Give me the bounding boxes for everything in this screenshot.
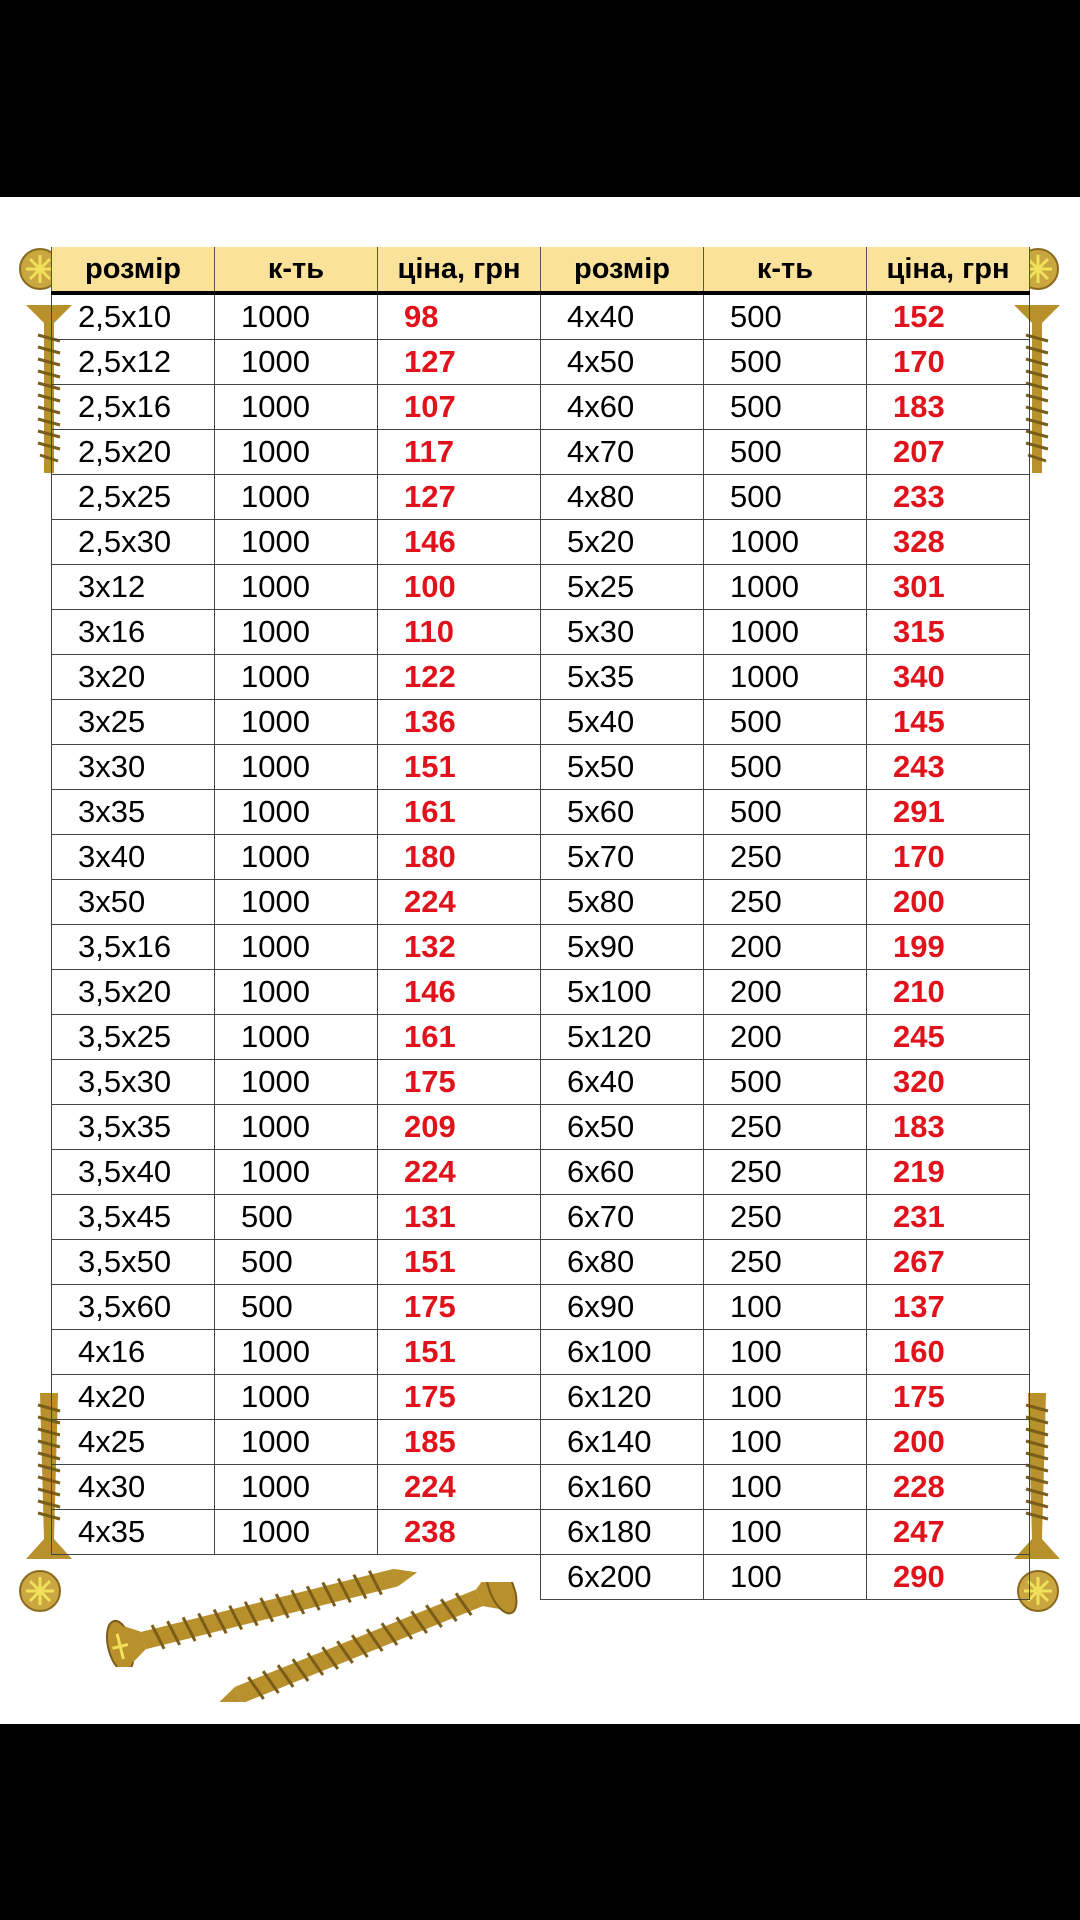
cell-quantity: 1000 bbox=[704, 655, 867, 700]
column-header-quantity: к-ть bbox=[704, 247, 867, 293]
cell-price: 145 bbox=[867, 700, 1030, 745]
cell-quantity: 1000 bbox=[215, 1330, 378, 1375]
cell-quantity: 100 bbox=[704, 1375, 867, 1420]
cell-quantity: 1000 bbox=[215, 925, 378, 970]
table-header-row bbox=[52, 247, 1030, 293]
cell-size: 5x60 bbox=[541, 790, 704, 835]
table-row bbox=[52, 970, 1030, 1015]
cell-size: 5x50 bbox=[541, 745, 704, 790]
cell-quantity: 1000 bbox=[215, 745, 378, 790]
cell-size: 3x25 bbox=[52, 700, 215, 745]
cell-quantity: 1000 bbox=[215, 1420, 378, 1465]
cell-price: 151 bbox=[378, 745, 541, 790]
cell-quantity: 1000 bbox=[215, 520, 378, 565]
cell-quantity: 1000 bbox=[215, 700, 378, 745]
table-row bbox=[52, 1150, 1030, 1195]
cell-quantity: 1000 bbox=[215, 1015, 378, 1060]
cell-quantity: 1000 bbox=[215, 835, 378, 880]
price-sheet bbox=[0, 197, 1080, 1724]
cell-size: 3,5x16 bbox=[52, 925, 215, 970]
cell-size: 3,5x50 bbox=[52, 1240, 215, 1285]
table-row bbox=[52, 925, 1030, 970]
cell-size: 5x30 bbox=[541, 610, 704, 655]
cell-quantity: 200 bbox=[704, 925, 867, 970]
cell-price: 320 bbox=[867, 1060, 1030, 1105]
cell-quantity: 1000 bbox=[215, 1060, 378, 1105]
cell-size: 5x80 bbox=[541, 880, 704, 925]
cell-quantity: 500 bbox=[704, 745, 867, 790]
cell-price: 340 bbox=[867, 655, 1030, 700]
table-row bbox=[52, 340, 1030, 385]
cell-quantity: 1000 bbox=[215, 880, 378, 925]
cell-price: 131 bbox=[378, 1195, 541, 1240]
cell-size: 6x90 bbox=[541, 1285, 704, 1330]
table-row bbox=[52, 1060, 1030, 1105]
cell-quantity: 1000 bbox=[215, 1150, 378, 1195]
table-row bbox=[52, 1510, 1030, 1555]
cell-size: 5x20 bbox=[541, 520, 704, 565]
cell-price: 245 bbox=[867, 1015, 1030, 1060]
table-row bbox=[52, 790, 1030, 835]
cell-size: 4x30 bbox=[52, 1465, 215, 1510]
table-row bbox=[52, 880, 1030, 925]
cell-quantity: 1000 bbox=[215, 430, 378, 475]
table-row bbox=[52, 475, 1030, 520]
cell-price: 199 bbox=[867, 925, 1030, 970]
cell-size: 3x12 bbox=[52, 565, 215, 610]
cell-price: 146 bbox=[378, 970, 541, 1015]
table-row bbox=[52, 430, 1030, 475]
cell-price: 328 bbox=[867, 520, 1030, 565]
cell-price: 175 bbox=[378, 1285, 541, 1330]
cell-size: 6x120 bbox=[541, 1375, 704, 1420]
table-row bbox=[52, 385, 1030, 430]
cell-quantity: 250 bbox=[704, 1150, 867, 1195]
cell-size: 4x70 bbox=[541, 430, 704, 475]
cell-quantity: 200 bbox=[704, 1015, 867, 1060]
cell-price: 122 bbox=[378, 655, 541, 700]
table-body bbox=[52, 293, 1030, 1600]
cell-quantity: 200 bbox=[704, 970, 867, 1015]
cell-price: 224 bbox=[378, 1465, 541, 1510]
cell-size: 5x70 bbox=[541, 835, 704, 880]
cell-price: 180 bbox=[378, 835, 541, 880]
cell-price: 107 bbox=[378, 385, 541, 430]
column-header-size: розмір bbox=[52, 247, 215, 293]
cell-quantity: 1000 bbox=[215, 610, 378, 655]
cell-size: 4x20 bbox=[52, 1375, 215, 1420]
cell-quantity: 1000 bbox=[215, 970, 378, 1015]
cell-quantity: 1000 bbox=[215, 340, 378, 385]
cell-size: 4x60 bbox=[541, 385, 704, 430]
cell-size: 4x35 bbox=[52, 1510, 215, 1555]
cell-price: 98 bbox=[378, 293, 541, 340]
cell-size: 5x40 bbox=[541, 700, 704, 745]
cell-size: 3x20 bbox=[52, 655, 215, 700]
cell-price: 224 bbox=[378, 1150, 541, 1195]
cell-price: 127 bbox=[378, 475, 541, 520]
table-row bbox=[52, 293, 1030, 340]
cell-size: 3x35 bbox=[52, 790, 215, 835]
cell-price: 170 bbox=[867, 835, 1030, 880]
cell-quantity: 500 bbox=[215, 1240, 378, 1285]
cell-size: 6x160 bbox=[541, 1465, 704, 1510]
cell-size: 5x25 bbox=[541, 565, 704, 610]
cell-quantity: 100 bbox=[704, 1465, 867, 1510]
cell-price: 136 bbox=[378, 700, 541, 745]
cell-quantity: 250 bbox=[704, 1240, 867, 1285]
cell-size: 6x180 bbox=[541, 1510, 704, 1555]
cell-size: 3,5x25 bbox=[52, 1015, 215, 1060]
cell-price: 161 bbox=[378, 790, 541, 835]
cell-size: 3x16 bbox=[52, 610, 215, 655]
cell-quantity: 500 bbox=[704, 475, 867, 520]
cell-price: 224 bbox=[378, 880, 541, 925]
cell-quantity: 250 bbox=[704, 835, 867, 880]
cell-size: 5x35 bbox=[541, 655, 704, 700]
cell-size: 2,5x20 bbox=[52, 430, 215, 475]
cell-size: 4x80 bbox=[541, 475, 704, 520]
table-row bbox=[52, 1420, 1030, 1465]
cell-price: 110 bbox=[378, 610, 541, 655]
cell-price: 228 bbox=[867, 1465, 1030, 1510]
cell-size: 3x30 bbox=[52, 745, 215, 790]
cell-price: 210 bbox=[867, 970, 1030, 1015]
cell-price: 183 bbox=[867, 1105, 1030, 1150]
cell-size: 2,5x25 bbox=[52, 475, 215, 520]
cell-price: 152 bbox=[867, 293, 1030, 340]
cell-quantity: 100 bbox=[704, 1285, 867, 1330]
cell-quantity: 100 bbox=[704, 1420, 867, 1465]
table-row bbox=[52, 1105, 1030, 1150]
cell-quantity: 1000 bbox=[704, 520, 867, 565]
cell-price: 243 bbox=[867, 745, 1030, 790]
cell-size: 4x25 bbox=[52, 1420, 215, 1465]
table-row bbox=[52, 1330, 1030, 1375]
cell-size: 2,5x12 bbox=[52, 340, 215, 385]
cell-price: 127 bbox=[378, 340, 541, 385]
cell-quantity: 100 bbox=[704, 1510, 867, 1555]
cell-quantity: 1000 bbox=[215, 1510, 378, 1555]
cell-size: 6x70 bbox=[541, 1195, 704, 1240]
cell-quantity: 500 bbox=[704, 340, 867, 385]
cell-quantity: 500 bbox=[215, 1195, 378, 1240]
cell-price: 175 bbox=[378, 1375, 541, 1420]
cell-quantity: 1000 bbox=[215, 565, 378, 610]
cell-price: 267 bbox=[867, 1240, 1030, 1285]
cell-size: 3x40 bbox=[52, 835, 215, 880]
cell-size: 6x50 bbox=[541, 1105, 704, 1150]
cell-size: 3x50 bbox=[52, 880, 215, 925]
cell-quantity: 500 bbox=[704, 430, 867, 475]
cell-price: 290 bbox=[867, 1555, 1030, 1600]
cell-quantity: 100 bbox=[704, 1555, 867, 1600]
cell-price: 231 bbox=[867, 1195, 1030, 1240]
cell-quantity: 500 bbox=[704, 293, 867, 340]
cell-size: 2,5x30 bbox=[52, 520, 215, 565]
price-table bbox=[51, 247, 1030, 1600]
cell-size: 4x50 bbox=[541, 340, 704, 385]
cell-quantity: 1000 bbox=[704, 610, 867, 655]
cell-price: 170 bbox=[867, 340, 1030, 385]
cell-price: 233 bbox=[867, 475, 1030, 520]
cell-size: 4x40 bbox=[541, 293, 704, 340]
cell-quantity: 1000 bbox=[215, 1375, 378, 1420]
cell-price: 161 bbox=[378, 1015, 541, 1060]
cell-size: 6x100 bbox=[541, 1330, 704, 1375]
table-row bbox=[52, 1195, 1030, 1240]
cell-size: 3,5x40 bbox=[52, 1150, 215, 1195]
cell-quantity: 1000 bbox=[215, 475, 378, 520]
cell-quantity: 250 bbox=[704, 1105, 867, 1150]
cell-size: 3,5x30 bbox=[52, 1060, 215, 1105]
cell-quantity: 1000 bbox=[215, 385, 378, 430]
column-header-price: ціна, грн bbox=[867, 247, 1030, 293]
cell-price: 200 bbox=[867, 1420, 1030, 1465]
cell-price: 151 bbox=[378, 1240, 541, 1285]
cell-price: 137 bbox=[867, 1285, 1030, 1330]
cell-size: 3,5x60 bbox=[52, 1285, 215, 1330]
cell-price: 175 bbox=[867, 1375, 1030, 1420]
cell-quantity: 1000 bbox=[215, 1105, 378, 1150]
cell-price: 132 bbox=[378, 925, 541, 970]
cell-quantity: 500 bbox=[704, 1060, 867, 1105]
cell-size: 2,5x16 bbox=[52, 385, 215, 430]
cell-price: 175 bbox=[378, 1060, 541, 1105]
cell-quantity: 250 bbox=[704, 1195, 867, 1240]
cell-size: 6x40 bbox=[541, 1060, 704, 1105]
cell-quantity: 500 bbox=[215, 1285, 378, 1330]
cell-price: 209 bbox=[378, 1105, 541, 1150]
cell-price: 291 bbox=[867, 790, 1030, 835]
cell-size: 3,5x35 bbox=[52, 1105, 215, 1150]
table-row bbox=[52, 745, 1030, 790]
cell-price: 315 bbox=[867, 610, 1030, 655]
table-row bbox=[52, 565, 1030, 610]
cell-price: 183 bbox=[867, 385, 1030, 430]
cell-price: 200 bbox=[867, 880, 1030, 925]
table-row bbox=[52, 1240, 1030, 1285]
cell-quantity: 500 bbox=[704, 700, 867, 745]
cell-price: 207 bbox=[867, 430, 1030, 475]
cell-price: 238 bbox=[378, 1510, 541, 1555]
cell-size: 3,5x20 bbox=[52, 970, 215, 1015]
cell-quantity: 500 bbox=[704, 385, 867, 430]
table-row bbox=[52, 610, 1030, 655]
column-header-quantity: к-ть bbox=[215, 247, 378, 293]
cell-price: 160 bbox=[867, 1330, 1030, 1375]
table-row bbox=[52, 700, 1030, 745]
cell-size: 6x200 bbox=[541, 1555, 704, 1600]
cell-quantity: 500 bbox=[704, 790, 867, 835]
cell-price: 247 bbox=[867, 1510, 1030, 1555]
screw-icon bbox=[200, 1582, 540, 1702]
cell-quantity: 1000 bbox=[215, 655, 378, 700]
cell-size: 6x80 bbox=[541, 1240, 704, 1285]
cell-quantity: 1000 bbox=[215, 790, 378, 835]
table-row bbox=[52, 835, 1030, 880]
cell-size: 6x140 bbox=[541, 1420, 704, 1465]
cell-quantity: 1000 bbox=[215, 293, 378, 340]
cell-size: 6x60 bbox=[541, 1150, 704, 1195]
cell-price: 219 bbox=[867, 1150, 1030, 1195]
table-row bbox=[52, 1465, 1030, 1510]
cell-price: 151 bbox=[378, 1330, 541, 1375]
cell-size: 3,5x45 bbox=[52, 1195, 215, 1240]
cell-price: 100 bbox=[378, 565, 541, 610]
cell-size: 5x90 bbox=[541, 925, 704, 970]
cell-price: 185 bbox=[378, 1420, 541, 1465]
cell-size: 5x120 bbox=[541, 1015, 704, 1060]
table-row bbox=[52, 1375, 1030, 1420]
table-row bbox=[52, 655, 1030, 700]
cell-size: 4x16 bbox=[52, 1330, 215, 1375]
cell-price: 301 bbox=[867, 565, 1030, 610]
cell-quantity: 250 bbox=[704, 880, 867, 925]
cell-quantity: 1000 bbox=[704, 565, 867, 610]
cell-quantity: 100 bbox=[704, 1330, 867, 1375]
table-row bbox=[52, 1285, 1030, 1330]
cell-size: 5x100 bbox=[541, 970, 704, 1015]
cell-size: 2,5x10 bbox=[52, 293, 215, 340]
cell-price: 117 bbox=[378, 430, 541, 475]
column-header-price: ціна, грн bbox=[378, 247, 541, 293]
table-row bbox=[52, 1015, 1030, 1060]
cell-price: 146 bbox=[378, 520, 541, 565]
cell-quantity: 1000 bbox=[215, 1465, 378, 1510]
table-row bbox=[52, 520, 1030, 565]
column-header-size: розмір bbox=[541, 247, 704, 293]
